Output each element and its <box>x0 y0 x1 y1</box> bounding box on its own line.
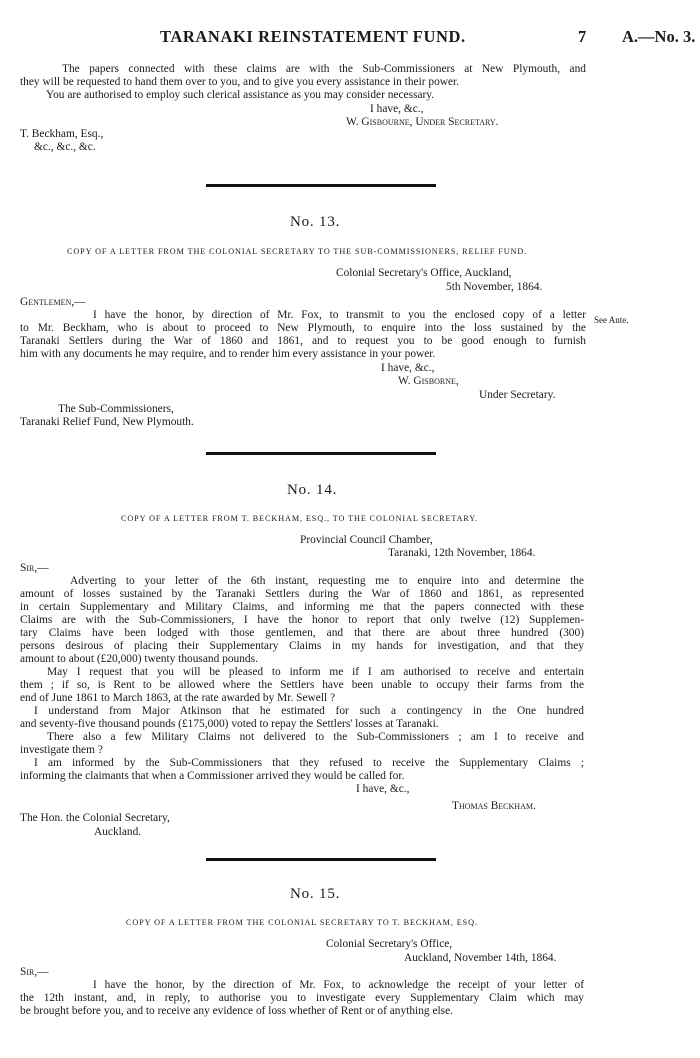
signature: W. Gisborne, <box>398 375 459 387</box>
letter-caption: COPY OF A LETTER FROM THE COLONIAL SECRETARY TO T. BECKHAM, ESQ. <box>126 918 478 927</box>
body-line: I have the honor, by direction of Mr. Fox, to transmit to you the enclosed copy of a letter <box>93 309 586 321</box>
signature: Thomas Beckham. <box>452 800 536 812</box>
addressee: The Sub-Commissioners, <box>58 403 174 415</box>
signature: W. Gisbourne, Under Secretary. <box>346 116 499 128</box>
body-line: I am informed by the Sub-Commissioners that they refused to receive the Supplementary Claims ; <box>34 757 584 769</box>
document-number: No. 13. <box>290 214 341 230</box>
margin-note: See Ante. <box>594 315 629 325</box>
body-line: and seventy-five thousand pounds (£175,000) voted to repay the Settlers' losses at Taranaki. <box>20 718 439 730</box>
addressee: T. Beckham, Esq., <box>20 128 104 140</box>
body-line: the 12th instant, and, in reply, to authorise you to investigate every Supplementary Claim which may <box>20 992 584 1004</box>
body-line: be brought before you, and to receive any evidence of loss whether of Rent or of anything else. <box>20 1005 454 1017</box>
body-line: Adverting to your letter of the 6th instant, requesting me to enquire into and determine the <box>70 575 584 587</box>
salutation: Sir,— <box>20 562 49 574</box>
letter-date: Auckland, November 14th, 1864. <box>404 952 557 964</box>
letter-office: Colonial Secretary's Office, <box>326 938 453 950</box>
letter-office: Colonial Secretary's Office, Auckland, <box>336 267 512 279</box>
salutation: Gentlemen,— <box>20 296 86 308</box>
body-line: him with any documents he may require, and to render him every assistance in your power. <box>20 348 436 360</box>
body-line: in certain Supplementary and Military Claims, and informing me that the papers connected with these <box>20 601 584 613</box>
addressee: The Hon. the Colonial Secretary, <box>20 812 170 824</box>
signature-title: Under Secretary. <box>479 389 556 401</box>
body-line: amount of losses sustained by the Taranaki Settlers during the War of 1860 and 1861, as represented <box>20 588 584 600</box>
body-line: I understand from Major Atkinson that he estimated for such a contingency in the One hundred <box>34 705 584 717</box>
body-line: There also a few Military Claims not delivered to the Sub-Commissioners ; am I to receive and <box>47 731 584 743</box>
letter-date: Taranaki, 12th November, 1864. <box>388 547 536 559</box>
addressee: &c., &c., &c. <box>34 141 96 153</box>
closing: I have, &c., <box>370 103 424 115</box>
document-number: No. 15. <box>290 886 341 902</box>
top-letter-line: The papers connected with these claims are with the Sub-Commissioners at New Plymouth, and <box>62 63 586 75</box>
section-divider <box>206 184 436 187</box>
page-number: 7 <box>578 27 587 46</box>
body-line: investigate them ? <box>20 744 103 756</box>
top-letter-line: You are authorised to employ such clerical assistance as you may consider necessary. <box>46 89 435 101</box>
body-line: tary Claims have been lodged with those gentlemen, and that there are about three hundred (300) <box>20 627 584 639</box>
body-line: end of June 1861 to March 1863, at the rate awarded by Mr. Sewell ? <box>20 692 336 704</box>
addressee: Auckland. <box>94 826 142 838</box>
body-line: informing the claimants that when a Commissioner arrived they would be called for. <box>20 770 405 782</box>
body-line: Claims are with the Sub-Commissioners, I have the honor to report that only twelve (12) Supplemen- <box>20 614 584 626</box>
closing: I have, &c., <box>356 783 410 795</box>
document-reference: A.—No. 3. <box>622 27 696 46</box>
body-line: them ; if so, is Rent to be allowed where the Settlers have been unable to occupy their farms from the <box>20 679 584 691</box>
document-number: No. 14. <box>287 482 338 498</box>
section-divider <box>206 452 436 455</box>
letter-place: Provincial Council Chamber, <box>300 534 433 546</box>
section-divider <box>206 858 436 861</box>
top-letter-line: they will be requested to hand them over to you, and to give you every assistance in their power. <box>20 76 460 88</box>
body-line: I have the honor, by the direction of Mr. Fox, to acknowledge the receipt of your letter of <box>93 979 584 991</box>
body-line: Taranaki Settlers during the War of 1860 and 1861, and to request you to be good enough to furnish <box>20 335 586 347</box>
body-line: persons desirous of placing their Supplementary Claims in my hands for investigation, and that they <box>20 640 584 652</box>
letter-caption: COPY OF A LETTER FROM T. BECKHAM, ESQ., TO THE COLONIAL SECRETARY. <box>121 514 479 523</box>
body-line: May I request that you will be pleased to inform me if I am authorised to receive and entertain <box>47 666 584 678</box>
addressee: Taranaki Relief Fund, New Plymouth. <box>20 416 194 428</box>
body-line: amount to about (£20,000) twenty thousand pounds. <box>20 653 258 665</box>
letter-date: 5th November, 1864. <box>446 281 543 293</box>
body-line: to Mr. Beckham, who is about to proceed to New Plymouth, to enquire into the loss sustained by the <box>20 322 586 334</box>
letter-caption: COPY OF A LETTER FROM THE COLONIAL SECRETARY TO THE SUB-COMMISSIONERS, RELIEF FUND. <box>67 247 528 256</box>
salutation: Sir,— <box>20 966 49 978</box>
closing: I have, &c., <box>381 362 435 374</box>
running-header-title: TARANAKI REINSTATEMENT FUND. <box>160 27 466 46</box>
